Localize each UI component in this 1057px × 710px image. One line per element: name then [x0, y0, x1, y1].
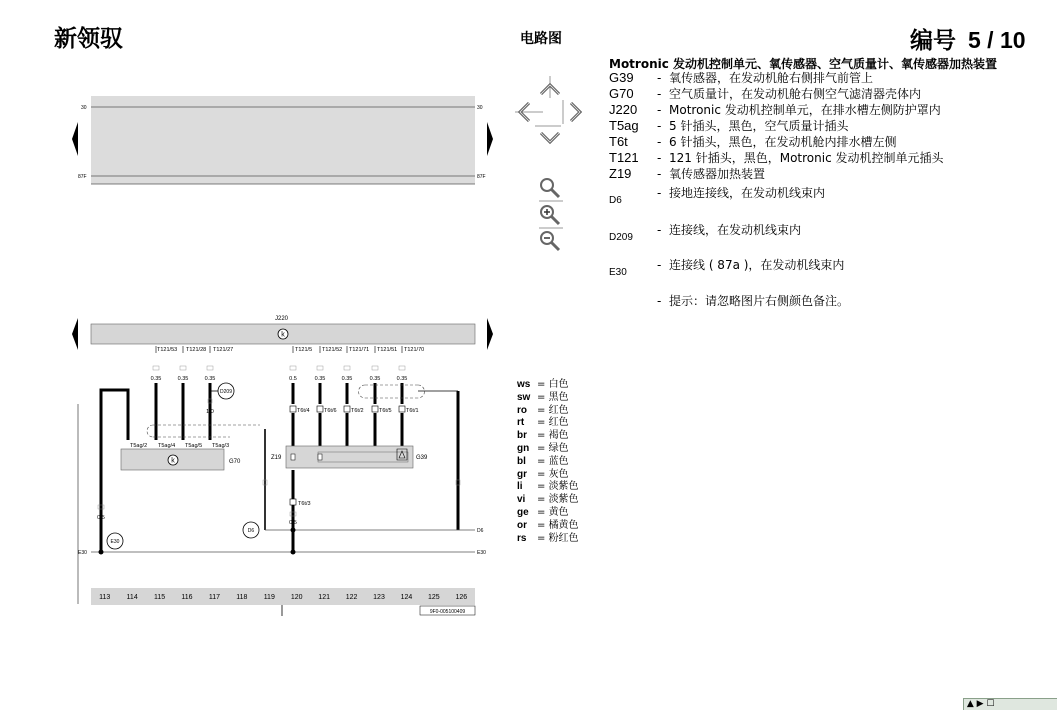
brand-title: 新领驭 [54, 26, 123, 52]
color-legend-item [517, 379, 579, 392]
color-equals: = [537, 506, 549, 518]
color-legend-item [517, 456, 579, 469]
pin-label: T121/27 [213, 347, 234, 353]
wire-size-label: 0.35 [369, 376, 381, 382]
color-name: 黑色 [548, 391, 569, 403]
color-equals: = [537, 532, 549, 544]
legend-item [609, 222, 802, 243]
scale-number: 121 [318, 594, 330, 601]
scale-number: 125 [428, 594, 440, 601]
color-code: rs [517, 532, 527, 544]
legend-desc: 121 针插头，黑色，Motronic 发动机控制单元插头 [669, 151, 944, 165]
scale-number: 113 [99, 594, 111, 601]
pin-label: T121/51 [377, 347, 398, 353]
pin-label: T5ag/4 [158, 443, 176, 449]
connector-pin [344, 406, 350, 412]
wire-size-label: 0.5 [289, 520, 297, 526]
legend-dash: - [657, 135, 662, 149]
color-code: br [517, 430, 527, 442]
rail-label-e30-left: E30 [78, 550, 87, 556]
legend-dash: - [657, 167, 662, 181]
legend-code: J220 [609, 102, 638, 117]
color-equals: = [537, 494, 549, 506]
junction-dot [99, 550, 104, 555]
color-name: 淡紫色 [548, 481, 579, 493]
rail-label-87f-left: 87F [78, 174, 87, 180]
color-legend-item [517, 533, 579, 546]
color-legend [517, 379, 579, 545]
color-legend-item [517, 481, 579, 494]
wire-color-marker [207, 366, 213, 370]
connector-pin [317, 406, 323, 412]
corner-toolbar[interactable]: ▲ ▶ ☐ [963, 698, 1057, 710]
scale-bar [91, 588, 475, 605]
scale-number: 123 [373, 594, 385, 601]
legend-desc: 6 针插头，黑色，在发动机舱内排水槽左侧 [669, 135, 897, 149]
page-number: 5 / 10 [968, 27, 1026, 53]
pin-label: T121/52 [322, 347, 343, 353]
color-code: gn [517, 442, 530, 454]
connector-pin [290, 406, 296, 412]
wire-size-label: 0.35 [341, 376, 353, 382]
pin-label: T6t/6 [324, 408, 337, 414]
connector-pin [399, 406, 405, 412]
legend-note-text: 提示：请忽略图片右侧颜色备注。 [668, 294, 849, 308]
legend-desc: 5 针插头，黑色，空气质量计插头 [669, 119, 849, 133]
wire-color-marker [317, 366, 323, 370]
resistor-icon [318, 454, 322, 460]
page-label: 编号 [910, 28, 956, 54]
pin-label: T121/70 [404, 347, 425, 353]
doc-type-label: 电路图 [520, 31, 562, 47]
color-code: vi [517, 494, 526, 506]
color-code: li [517, 481, 523, 493]
wire-size-label: 0.35 [314, 376, 326, 382]
nav-up-icon[interactable] [541, 76, 559, 98]
legend-code: E30 [609, 267, 627, 278]
color-legend-item [517, 469, 579, 482]
legend-code: T6t [609, 134, 628, 149]
legend-item [609, 86, 921, 102]
scale-number: 120 [290, 594, 303, 601]
pin-label: T6t/1 [406, 408, 419, 414]
legend-desc: 氧传感器，在发动机舱右侧排气前管上 [669, 71, 874, 85]
legend-code: T121 [609, 150, 639, 165]
e30-label: E30 [110, 539, 120, 545]
wire-size-label: 0.35 [177, 376, 189, 382]
color-legend-item [517, 405, 579, 418]
g39-label: G39 [416, 455, 428, 461]
d6-label: D6 [247, 528, 255, 534]
nav-down-icon[interactable] [535, 126, 561, 142]
legend-desc: 连接线，在发动机线束内 [669, 223, 802, 237]
pin-label: T5ag/2 [130, 443, 148, 449]
color-legend-item [517, 494, 579, 507]
legend-item [609, 134, 896, 150]
color-legend-item [517, 443, 579, 456]
rail-label-d6: D6 [477, 528, 484, 534]
color-legend-item [517, 430, 579, 443]
legend-code: Z19 [609, 166, 632, 181]
wire-size-label: 0.5 [97, 515, 105, 521]
wire-size-label: 0.5 [289, 376, 297, 382]
connector-pin [290, 499, 296, 505]
color-equals: = [537, 404, 549, 416]
junction-dot [291, 528, 296, 533]
pin-label: T6t/2 [351, 408, 364, 414]
color-legend-item [517, 417, 579, 430]
color-code: sw [517, 391, 531, 403]
j220-label: J220 [275, 316, 289, 322]
pin-label: T121/71 [349, 347, 370, 353]
shield-dashed-end [147, 425, 153, 437]
pin-label: T6t/4 [297, 408, 310, 414]
color-equals: = [537, 379, 549, 390]
legend-desc: 接地连接线，在发动机线束内 [669, 186, 826, 200]
scroll-left-icon[interactable] [72, 318, 78, 350]
color-equals: = [537, 481, 549, 493]
wire-color-marker [372, 366, 378, 370]
legend-dash: - [657, 87, 662, 101]
g39-component [286, 446, 413, 468]
wire-color-marker [399, 366, 405, 370]
legend-code: T5ag [609, 118, 639, 133]
pin-label: T6t/3 [298, 501, 311, 507]
wire-size-label: 0.35 [204, 376, 216, 382]
legend-code: G70 [609, 86, 634, 101]
color-code: bl [517, 455, 526, 467]
color-name: 橘黄色 [548, 519, 579, 531]
legend-dash: - [657, 223, 662, 237]
color-code: ge [517, 506, 529, 518]
g70-label: G70 [229, 459, 241, 465]
scroll-left-icon[interactable] [72, 122, 78, 156]
rail-label-87f-right: 87F [477, 174, 486, 180]
color-name: 蓝色 [548, 455, 569, 467]
rail-label-30-right: 30 [477, 105, 483, 111]
scale-number: 122 [345, 594, 358, 601]
legend-item [609, 118, 848, 134]
z19-heater-icon [291, 454, 295, 460]
wire-size-label: 0.35 [396, 376, 408, 382]
junction-dot [291, 550, 296, 555]
page-indicator [910, 22, 1026, 55]
z19-label: Z19 [271, 455, 282, 461]
wire-size-label: 1.0 [206, 409, 214, 415]
rail-label-e30-right: E30 [477, 550, 486, 556]
color-name: 红色 [548, 417, 569, 429]
top-panel [91, 96, 475, 184]
color-equals: = [537, 391, 549, 403]
color-equals: = [537, 468, 549, 480]
legend-dash: - [657, 71, 662, 85]
pin-label: T5ag/5 [185, 443, 203, 449]
nav-left-icon[interactable] [515, 103, 543, 121]
scroll-right-icon[interactable] [487, 318, 493, 350]
pin-label: T6t/5 [379, 408, 392, 414]
legend-desc: 连接线 ( 87a )，在发动机线束内 [669, 258, 845, 272]
wiring-diagram [60, 95, 500, 620]
figure-id: 9F0-005100409 [429, 609, 466, 615]
k-symbol-text: k [281, 331, 285, 339]
legend-item [609, 257, 845, 278]
legend-dash: - [657, 186, 662, 200]
color-code: ws [517, 379, 531, 390]
pin-label: T121/53 [157, 347, 178, 353]
shield-dashed-end [359, 385, 425, 398]
color-code: or [517, 519, 527, 531]
legend-dash: - [657, 119, 662, 133]
scale-number: 117 [208, 594, 221, 601]
d209-label: D209 [220, 389, 232, 395]
color-code: rt [517, 417, 525, 429]
legend-desc: 空气质量计，在发动机舱右侧空气滤清器壳体内 [669, 87, 922, 101]
scale-number: 124 [400, 594, 413, 601]
color-equals: = [537, 417, 549, 429]
color-legend-item [517, 507, 579, 520]
rail-label-30-left: 30 [81, 105, 87, 111]
wire-color-marker [290, 366, 296, 370]
pin-label: T121/28 [186, 347, 207, 353]
legend-item [609, 150, 943, 166]
scale-number: 116 [181, 594, 193, 601]
connector-pin [372, 406, 378, 412]
color-code: gr [517, 468, 527, 480]
scale-number: 119 [263, 594, 275, 601]
k-symbol-text: k [171, 457, 175, 465]
color-name: 黄色 [548, 506, 569, 518]
wire-size-label: 0.35 [150, 376, 162, 382]
wire [101, 390, 128, 552]
color-name: 淡紫色 [548, 494, 579, 506]
legend-title: Motronic 发动机控制单元、氧传感器、空气质量计、氧传感器加热装置 [609, 57, 998, 71]
nav-right-icon[interactable] [563, 100, 580, 124]
pin-label: T121/5 [295, 347, 313, 353]
legend-item [609, 166, 765, 182]
legend-item [609, 70, 873, 86]
scale-number: 126 [455, 594, 468, 601]
navigation-controls [513, 74, 585, 254]
zoom-icon[interactable] [539, 179, 563, 201]
color-name: 灰色 [548, 468, 569, 480]
legend-desc: Motronic 发动机控制单元，在排水槽左侧防护罩内 [669, 103, 941, 117]
legend-code: G39 [609, 70, 634, 85]
legend-desc: 氧传感器加热装置 [669, 167, 766, 181]
scale-number: 114 [126, 594, 138, 601]
color-name: 褐色 [548, 430, 569, 442]
legend-code: D6 [609, 195, 622, 206]
legend-code: D209 [609, 232, 633, 243]
color-name: 白色 [548, 379, 569, 390]
color-code: ro [517, 404, 527, 416]
color-equals: = [537, 430, 549, 442]
legend-item [609, 102, 941, 118]
scroll-right-icon[interactable] [487, 122, 493, 156]
color-name: 粉红色 [548, 532, 579, 544]
scale-number: 115 [153, 594, 166, 601]
color-legend-item [517, 392, 579, 405]
legend-item [609, 185, 826, 206]
color-legend-item [517, 520, 579, 533]
color-equals: = [537, 455, 549, 467]
legend-note: - 提示：请忽略图片右侧颜色备注。 [657, 294, 849, 308]
wire-color-marker [344, 366, 350, 370]
wire-color-marker [180, 366, 186, 370]
wire-color-marker [153, 366, 159, 370]
shield-dashed [365, 385, 418, 398]
color-name: 红色 [548, 404, 569, 416]
color-name: 绿色 [548, 442, 569, 454]
scale-number: 118 [236, 594, 248, 601]
color-equals: = [537, 442, 549, 454]
pin-label: T5ag/3 [212, 443, 230, 449]
zoom-out-icon[interactable] [541, 232, 559, 250]
legend-dash: - [657, 258, 662, 272]
legend-dash: - [657, 103, 662, 117]
color-equals: = [537, 519, 549, 531]
legend-dash: - [657, 151, 662, 165]
shield-dashed [153, 425, 260, 437]
zoom-in-icon[interactable] [539, 206, 563, 228]
